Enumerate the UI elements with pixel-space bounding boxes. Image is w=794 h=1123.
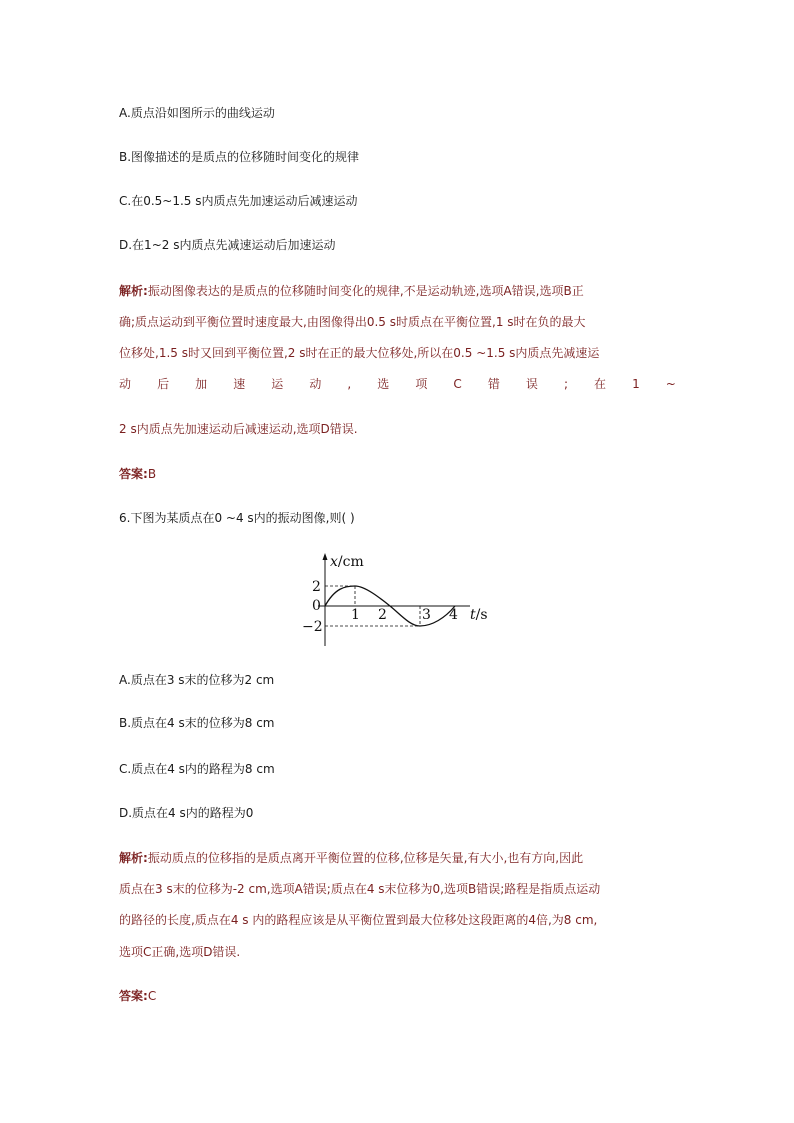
q5-analysis-line-3: 位移处,1.5 s时又回到平衡位置,2 s时在正的最大位移处,所以在0.5 ~1.5 s内质点先减速运 (119, 346, 600, 360)
analysis-char: 错 (487, 377, 500, 391)
q6-option-d: D.质点在4 s内的路程为0 (119, 806, 254, 820)
x-var: t (470, 607, 476, 623)
x-tick-4: 4 (449, 607, 458, 623)
q5-option-a: A.质点沿如图所示的曲线运动 (119, 106, 275, 120)
analysis-char: ~ (665, 377, 676, 391)
q6-option-a: A.质点在3 s末的位移为2 cm (119, 673, 275, 687)
x-unit: /s (475, 607, 488, 623)
x-tick-1: 1 (351, 607, 360, 623)
analysis-char: 速 (233, 377, 246, 391)
q5-analysis-line-2: 确;质点运动到平衡位置时速度最大,由图像得出0.5 s时质点在平衡位置,1 s时在负的最大 (119, 315, 586, 329)
q6-analysis-label: 解析: (119, 851, 148, 865)
analysis-char: 1 (632, 377, 640, 391)
analysis-char: 运 (271, 377, 284, 391)
q6-analysis-line-4: 选项C正确,选项D错误. (119, 945, 241, 959)
y-unit: /cm (337, 554, 364, 570)
analysis-char: 后 (157, 377, 170, 391)
q5-option-c: C.在0.5~1.5 s内质点先加速运动后减速运动 (119, 194, 358, 208)
q6-analysis-line-2: 质点在3 s末的位移为-2 cm,选项A错误;质点在4 s末位移为0,选项B错误;路程是指质点运动 (119, 882, 601, 896)
q6-option-b: B.质点在4 s末的位移为8 cm (119, 716, 275, 730)
analysis-char: 误 (525, 377, 538, 391)
q5-analysis-label: 解析: (119, 284, 148, 298)
x-axis-label (470, 607, 488, 623)
analysis-char: 项 (415, 377, 428, 391)
q6-answer-label: 答案: (119, 989, 148, 1003)
vibration-graph (300, 548, 500, 648)
q6-option-c: C.质点在4 s内的路程为8 cm (119, 762, 275, 776)
q6-analysis-text-1: 振动质点的位移指的是质点离开平衡位置的位移,位移是矢量,有大小,也有方向,因此 (147, 851, 584, 865)
y-tick-2: 2 (312, 579, 321, 595)
x-tick-2: 2 (378, 607, 387, 623)
y-var: x (330, 554, 338, 570)
q5-analysis-line-1 (119, 283, 584, 299)
q6-analysis-line-3: 的路径的长度,质点在4 s 内的路程应该是从平衡位置到最大位移处这段距离的4倍,为8 cm, (119, 913, 598, 927)
q6-answer (119, 988, 156, 1004)
analysis-char: 动 (309, 377, 322, 391)
analysis-char: , (347, 377, 352, 391)
q5-analysis-line-4 (119, 376, 676, 392)
analysis-char: 选 (377, 377, 390, 391)
y-axis-label (330, 554, 364, 570)
q6-analysis-line-1 (119, 850, 583, 866)
q6-answer-value: C (147, 989, 157, 1003)
q6-stem: 6.下图为某质点在0 ~4 s内的振动图像,则( ) (119, 511, 355, 525)
y-tick-0: 0 (312, 598, 321, 614)
q5-answer (119, 466, 156, 482)
analysis-char: C (453, 377, 462, 391)
x-tick-3: 3 (422, 607, 431, 623)
q5-answer-value: B (147, 467, 157, 481)
q5-analysis-text-1: 振动图像表达的是质点的位移随时间变化的规律,不是运动轨迹,选项A错误,选项B正 (147, 284, 584, 298)
q5-option-b: B.图像描述的是质点的位移随时间变化的规律 (119, 150, 360, 164)
y-tick-neg2: −2 (302, 619, 323, 635)
q5-option-d: D.在1~2 s内质点先减速运动后加速运动 (119, 238, 336, 252)
analysis-char: ; (563, 377, 568, 391)
analysis-char: 加 (195, 377, 208, 391)
analysis-char: 在 (594, 377, 607, 391)
analysis-char: 动 (119, 377, 132, 391)
q5-answer-label: 答案: (119, 467, 148, 481)
y-axis-arrow (323, 553, 328, 560)
q5-analysis-line-5: 2 s内质点先加速运动后减速运动,选项D错误. (119, 422, 358, 436)
